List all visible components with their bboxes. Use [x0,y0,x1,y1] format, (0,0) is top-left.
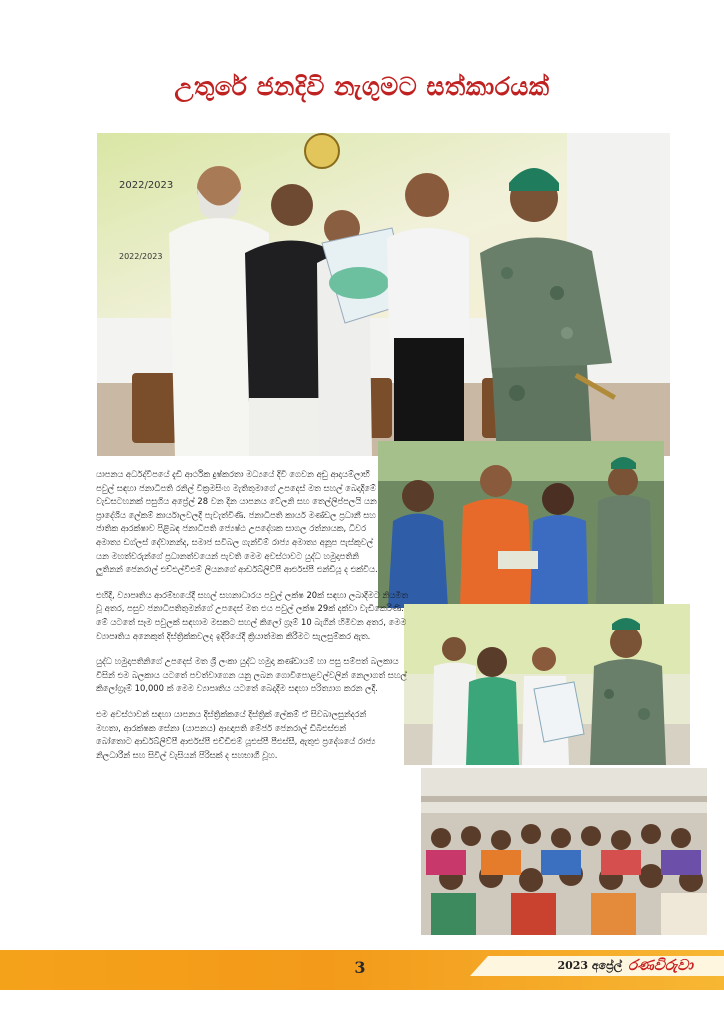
article-title: උතුරේ ජනදිවි නැගුමට සත්කාරයක් [174,72,550,101]
banner-year-line-1: 2022/2023 [119,180,174,191]
paragraph-1: යාපනය අර්ධද්වීපයේ දැඩි ආර්ථික දුෂ්කරතා මධ්‍යයේ දිවි ගෙවන අඩු ආදායම්ලාභී පවුල් සඳහා ජනාධිපති රනිල් වික්‍රමසිංහ මැතිතුමාගේ උපදෙස් මත සහල් බෙදාදීමේ වැඩසටහනක් පසුගිය අප්‍රේල් 28 වන දින යාපනය වේලනි සහ තෙල්ලිප්පලයි යන ප්‍රාදේශීය ලේකම් කාර්යාලවලදී පැවැත්විණි. ජනාධිපති කාර්ය මණ්ඩල ප්‍රධානී සහ ජාතික ආරක්ෂාව පිළිබඳ ජනාධිපති ජ්‍යෙෂ්ඨ උපදේශක සාගල රත්නායක, ධීවර අමාත්‍ය ඩග්ලස් දේවානන්ද, සමාජ සවිබල ගැන්වීම් රාජ්‍ය අමාත්‍ය අනූප පැස්කුවල් යන මහත්වරුන්ගේ ප්‍රධානත්වයෙන් පැවති මෙම අවස්ථාවට යුද්ධ හමුදාපතිනි ලුතිනන් ජෙනරාල් එච්එල්වීඑම් ලියනගේ ආර්ඩබ්ලිව්පී ආර්එස්පී එන්ඩියූ ද එක්විය. [96,469,378,575]
page-number: 3 [354,958,366,977]
paragraph-3: යුද්ධ හමුදාපතිනිගේ උපදෙස් මත ශ්‍රී ලංකා යුද්ධ හමුදා කණ්ඩායම් හා පසු සම්පත් බලකාය විසින් එම බලකාය යටතේ පවත්වාගෙන යනු ලබන ගොවිපොළවල්වලින් නෙලාගත් සහල් කිලෝග්‍රෑම් 10,000 ක් මෙම ව්‍යාපෘතිය යටතේ බෙදාදීම සඳහා පරිත්‍යාග කරන ලදී. [96,656,407,694]
photo-women-receiving [378,441,664,608]
paragraph-2: එහිදී, ව්‍යාපෘතිය ආරම්භයේදී සහල් සහනාධාරය පවුල් ලක්ෂ 20ක් සඳහා ලබාදීමට නියමිත වූ අතර, පසුව ජනාධිපතිතුමන්ගේ උපදෙස් මත එය පවුල් ලක්ෂ 29ක් දක්වා වැඩිකෙරිණි. මේ යටතේ සෑම පවුලක් සඳහාම මසකට සහල් කිලෝ ග්‍රෑම් 10 බැගින් හිමිවන අතර, මෙම ව්‍යාපෘතිය අනෙකුත් දිස්ත්‍රික්කවලද ඉදිරියේදී ක්‍රියාත්මක කිරීමට සැලසුම්කර ඇත. [96,589,409,641]
issue-date: 2023 අප්‍රේල් [557,959,622,972]
paragraph-4: එම අවස්ථාවන් සඳහා යාපනය දිස්ත්‍රික්කයේ දිස්ත්‍රික් ලේකම් ඒ සිවබාලසුන්දරන් මහතා, ආරක්ෂක සේනා (යාපනය) ආඥාපති මේජර් ජෙනරාල් ඩිබීඑස්එන් බෝතොට ආර්ඩබ්ලිව්පී ආර්එස්පී එච්ඩීඑම් යූඑස්පී පීඑස්සී, ඇතුළු ප්‍රදේශයේ රාජ්‍ය නිලධාරීන් සහ සිවිල් වැසියන් පිරිසක් ද සහභාගී වූහ. [96,708,376,760]
photo-audience [421,768,707,935]
photo-elderly-woman-receiving [404,604,690,765]
main-photo [97,133,670,456]
article-body [96,468,409,774]
magazine-logo: රණවිරුවා [628,956,693,974]
banner-year-line-2: 2022/2023 [119,252,163,261]
